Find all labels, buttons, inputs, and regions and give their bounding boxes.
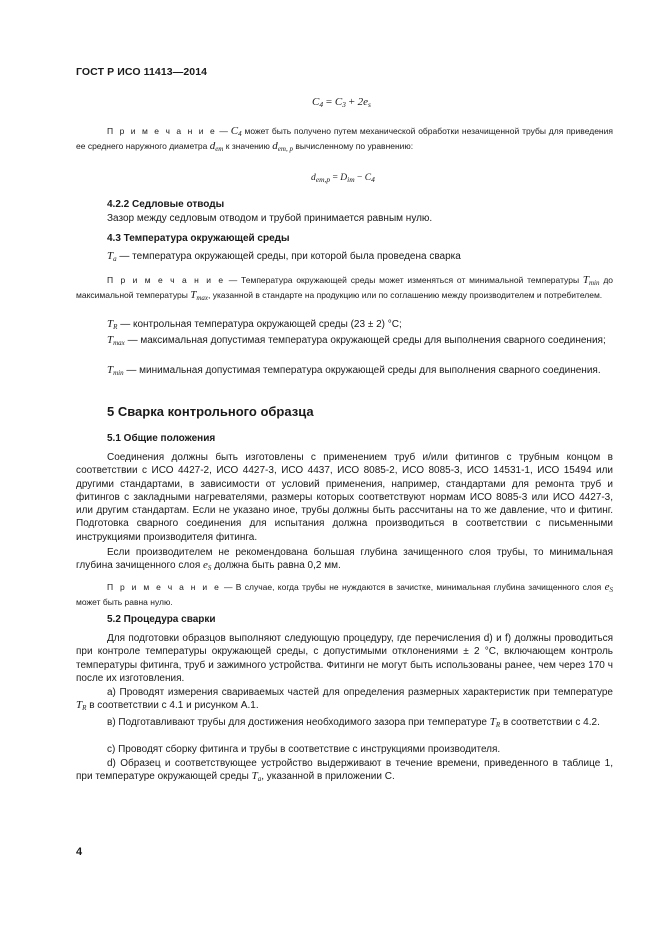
paragraph-5-2-intro: Для подготовки образцов выполняют следующую процедуру, где перечисления d) и f) должны проводиться при контроле температуры окружающей среды, с допустимыми отклонениями ± 2 °C, включающем контроль температуры фитинга, труб и зажимного устройства. Фитинги не могут быть использованы ранее, чем через 170 ч после их изготовления. xyxy=(76,633,613,684)
document-header: ГОСТ Р ИСО 11413—2014 xyxy=(76,66,208,78)
heading-4-2-2: 4.2.2 Седловые отводы xyxy=(107,199,225,210)
list-item-d: d) Образец и соответствующее устройство выдерживают в течение времени, приведенного в таблице 1, при температуре окружающей среды $T_a$, указанной в приложении С. xyxy=(76,758,613,784)
formula-dem: $d_{em,p} = D_{im} - C_4$ xyxy=(311,173,375,184)
list-item-b: в) Подготавливают трубы для достижения необходимого зазора при температуре $T_R$ в соответствии с 4.2. xyxy=(107,716,600,729)
definition-tmax: $T_{max}$ — максимальная допустимая температура окружающей среды для выполнения сварного соединения; xyxy=(107,334,606,347)
list-item-c: c) Проводят сборку фитинга и трубы в соответствие с инструкциями производителя. xyxy=(107,744,501,755)
paragraph-5-1-a: Соединения должны быть изготовлены с применением труб и/или фитингов с трубным концом в соответствии с ИСО 4427-2, ИСО 4427-3, ИСО 4437, ИСО 8085-2, ИСО 8085-3, ИСО 14531-1, ИСО 15494 или другими стандартами, в зависимости от условий применения, например, стандартами для ремонта труб и фитингов с закладными нагревателями, размеры которых соответствуют нормам ИСО 8085-3 или ИСО 4427-3, или другим стандартам. Если не указано иное, трубы должны быть рассчитаны на то же давление, что и фитинг. Подготовка сварного соединения для испытания должна производиться в соответствии с письменными инструкциями производителя фитинга. xyxy=(76,452,613,543)
formula-c4: C4 = C3 + 2es xyxy=(312,96,371,109)
heading-4-3: 4.3 Температура окружающей среды xyxy=(107,233,290,244)
note-stripping: П р и м е ч а н и е — В случае, когда трубы не нуждаются в зачистке, минимальная глубина зачищенного слоя $e_S$ может быть равна нулю. xyxy=(76,581,613,607)
text-4-2-2: Зазор между седловым отводом и трубой принимается равным нулю. xyxy=(107,213,433,224)
heading-5-2: 5.2 Процедура сварки xyxy=(107,614,216,625)
definition-tmin: $T_{min}$ — минимальная допустимая температура окружающей среды для выполнения сварного соединения. xyxy=(107,364,601,377)
page-number: 4 xyxy=(76,846,83,858)
definition-ta: $T_a$ — температура окружающей среды, при которой была проведена сварка xyxy=(107,250,461,263)
heading-5: 5 Сварка контрольного образца xyxy=(107,404,314,419)
paragraph-5-1-b: Если производителем не рекомендована большая глубина зачищенного слоя трубы, то минимальная глубина зачищенного слоя $e_S$ должна быть равна 0,2 мм. xyxy=(76,547,613,573)
list-item-a: а) Проводят измерения свариваемых частей для определения размерных характеристик при температуре $T_R$ в соответствии с 4.1 и рисунком А.1. xyxy=(76,687,613,713)
heading-5-1: 5.1 Общие положения xyxy=(107,433,216,444)
note-temperature: П р и м е ч а н и е — Температура окружающей среды может изменяться от минимальной температуры $T_{min}$ до максимальной температуры $T_{max}$, указанной в стандарте на продукцию или по соглашению между производителем и потребителем. xyxy=(76,274,613,302)
note-c4: П р и м е ч а н и е — $C_4$ может быть получено путем механической обработки незачищенной трубы для приведения ее среднего наружного диаметра $d_{em}$ к значению $d_{em, p}$ вычисленному по уравнению: xyxy=(76,125,613,153)
definition-tr: $T_R$ — контрольная температура окружающей среды (23 ± 2) °C; xyxy=(107,318,402,331)
